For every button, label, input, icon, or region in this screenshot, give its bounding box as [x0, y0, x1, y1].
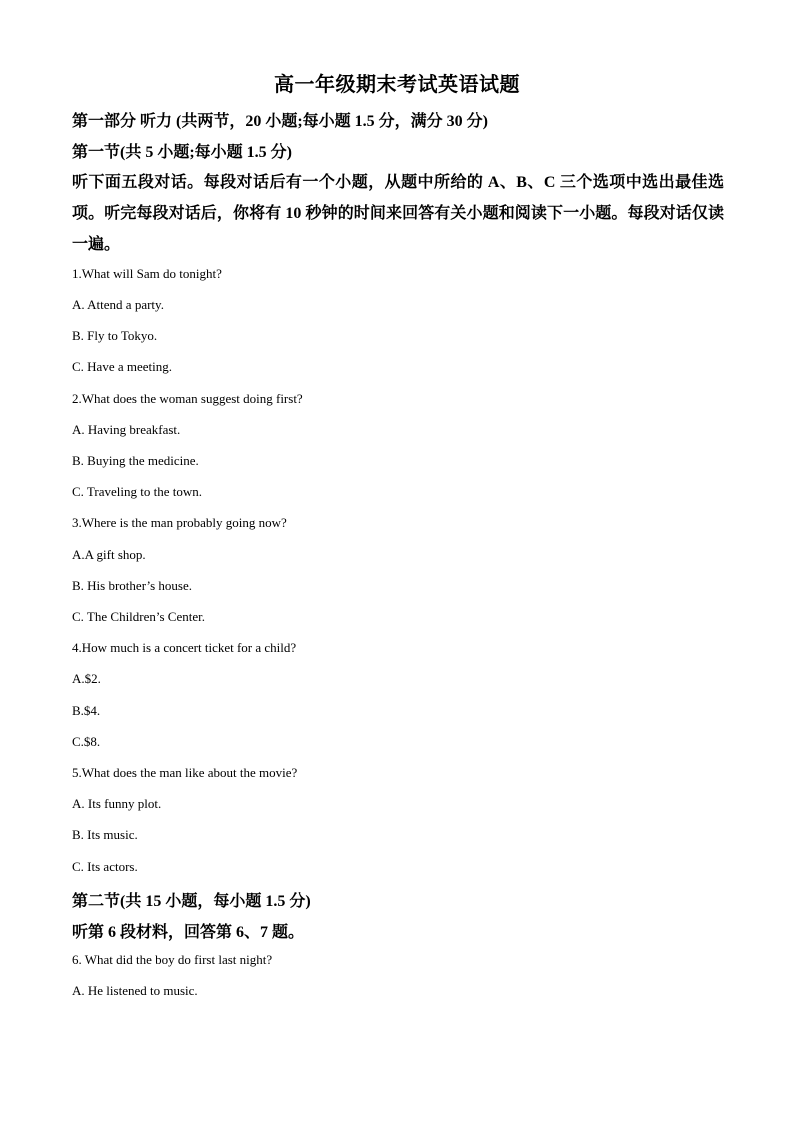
- question-1-option-b: B. Fly to Tokyo.: [72, 328, 158, 343]
- question-1-option-a: A. Attend a party.: [72, 297, 164, 312]
- question-2-option-b: B. Buying the medicine.: [72, 453, 199, 468]
- question-5-option-b: B. Its music.: [72, 827, 138, 842]
- question-6-option-a: A. He listened to music.: [72, 983, 198, 998]
- question-5-stem: 5.What does the man like about the movie?: [72, 765, 298, 780]
- material-6-instruction: 听第 6 段材料，回答第 6、7 题。: [72, 924, 305, 941]
- question-3-option-a: A.A gift shop.: [72, 547, 146, 562]
- question-4-stem: 4.How much is a concert ticket for a child?: [72, 640, 297, 655]
- part1-heading: 第一部分 听力 (共两节，20 小题;每小题 1.5 分，满分 30 分): [72, 113, 488, 130]
- section2-heading: 第二节(共 15 小题，每小题 1.5 分): [72, 893, 311, 910]
- question-5-option-a: A. Its funny plot.: [72, 796, 162, 811]
- question-2-option-a: A. Having breakfast.: [72, 422, 181, 437]
- question-6-stem: 6. What did the boy do first last night?: [72, 952, 273, 967]
- question-2-stem: 2.What does the woman suggest doing first?: [72, 391, 303, 406]
- question-3-option-c: C. The Children’s Center.: [72, 609, 205, 624]
- section1-instruction: 听下面五段对话。每段对话后有一个小题，从题中所给的 A、B、C 三个选项中选出最佳选项。听完每段对话后，你将有 10 秒钟的时间来回答有关小题和阅读下一小题。每段对话仅读一遍。: [72, 174, 724, 253]
- question-4-option-b: B.$4.: [72, 703, 101, 718]
- question-1-stem: 1.What will Sam do tonight?: [72, 266, 222, 281]
- question-5-option-c: C. Its actors.: [72, 859, 138, 874]
- question-3-stem: 3.Where is the man probably going now?: [72, 515, 287, 530]
- question-4-option-c: C.$8.: [72, 734, 101, 749]
- page-title: 高一年级期末考试英语试题: [274, 74, 520, 96]
- question-2-option-c: C. Traveling to the town.: [72, 484, 203, 499]
- question-3-option-b: B. His brother’s house.: [72, 578, 193, 593]
- section1-heading: 第一节(共 5 小题;每小题 1.5 分): [72, 144, 292, 161]
- question-1-option-c: C. Have a meeting.: [72, 359, 172, 374]
- question-4-option-a: A.$2.: [72, 671, 101, 686]
